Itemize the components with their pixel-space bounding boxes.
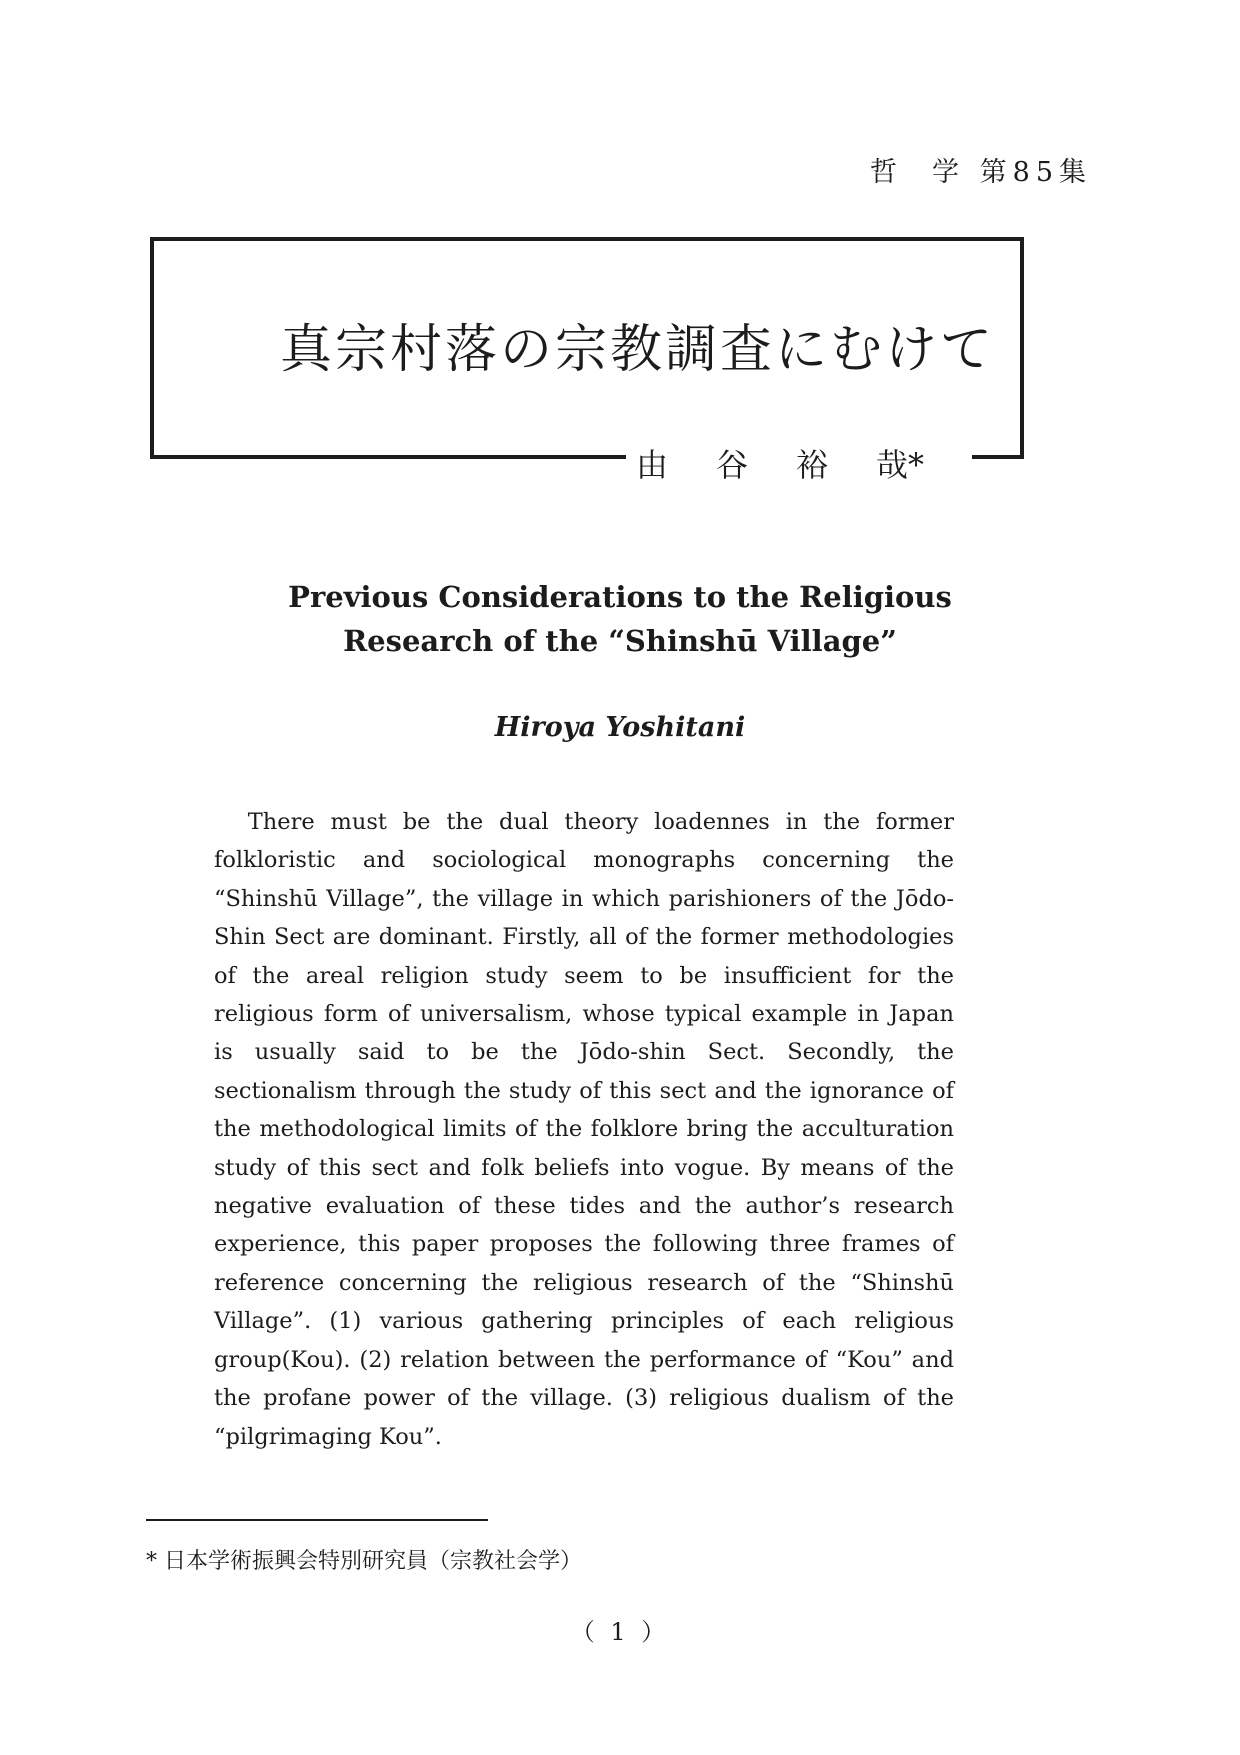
author-char: 哉* [876,446,925,484]
abstract [214,803,954,1456]
title-frame-bottom-left [150,455,626,459]
author-char: 裕 [796,446,829,484]
english-title [200,575,1040,663]
abstract-text: There must be the dual theory loadennes in the former folkloristic and sociological monographs concerning the “Shinshū Village”, the village in which parishioners of the Jōdo-Shin Sect are dominant. Firstly, all of the former methodologies of the areal religion study seem to be insufficient for the religious form of universalism, whose typical example in Japan is usually said to be the Jōdo-shin Sect. Secondly, the sectionalism through the study of this sect and the ignorance of the methodological limits of the folklore bring the acculturation study of this sect and folk beliefs into vogue. By means of the negative evaluation of these tides and the author’s research experience, this paper proposes the following three frames of reference concerning the religious research of the “Shinshū Village”. (1) various gathering principles of each religious group(Kou). (2) relation between the performance of “Kou” and the profane power of the village. (3) religious dualism of the “pilgrimaging Kou”. [214,809,954,1450]
footnote-rule [146,1519,488,1521]
page-number: （ 1 ） [570,1618,670,1646]
japanese-author [636,440,924,486]
japanese-title: 真宗村落の宗教調査にむけて [280,320,996,380]
author-char: 由 [636,446,669,484]
footnote: * 日本学術振興会特別研究員（宗教社会学） [146,1549,582,1574]
journal-header: 哲 学 第85集 [869,157,1092,188]
english-title-line: Research of the “Shinshū Village” [343,624,897,658]
author-char: 谷 [716,446,749,484]
english-title-line: Previous Considerations to the Religious [288,580,952,614]
english-author: Hiroya Yoshitani [494,712,746,743]
title-frame-bottom-right [972,455,1024,459]
